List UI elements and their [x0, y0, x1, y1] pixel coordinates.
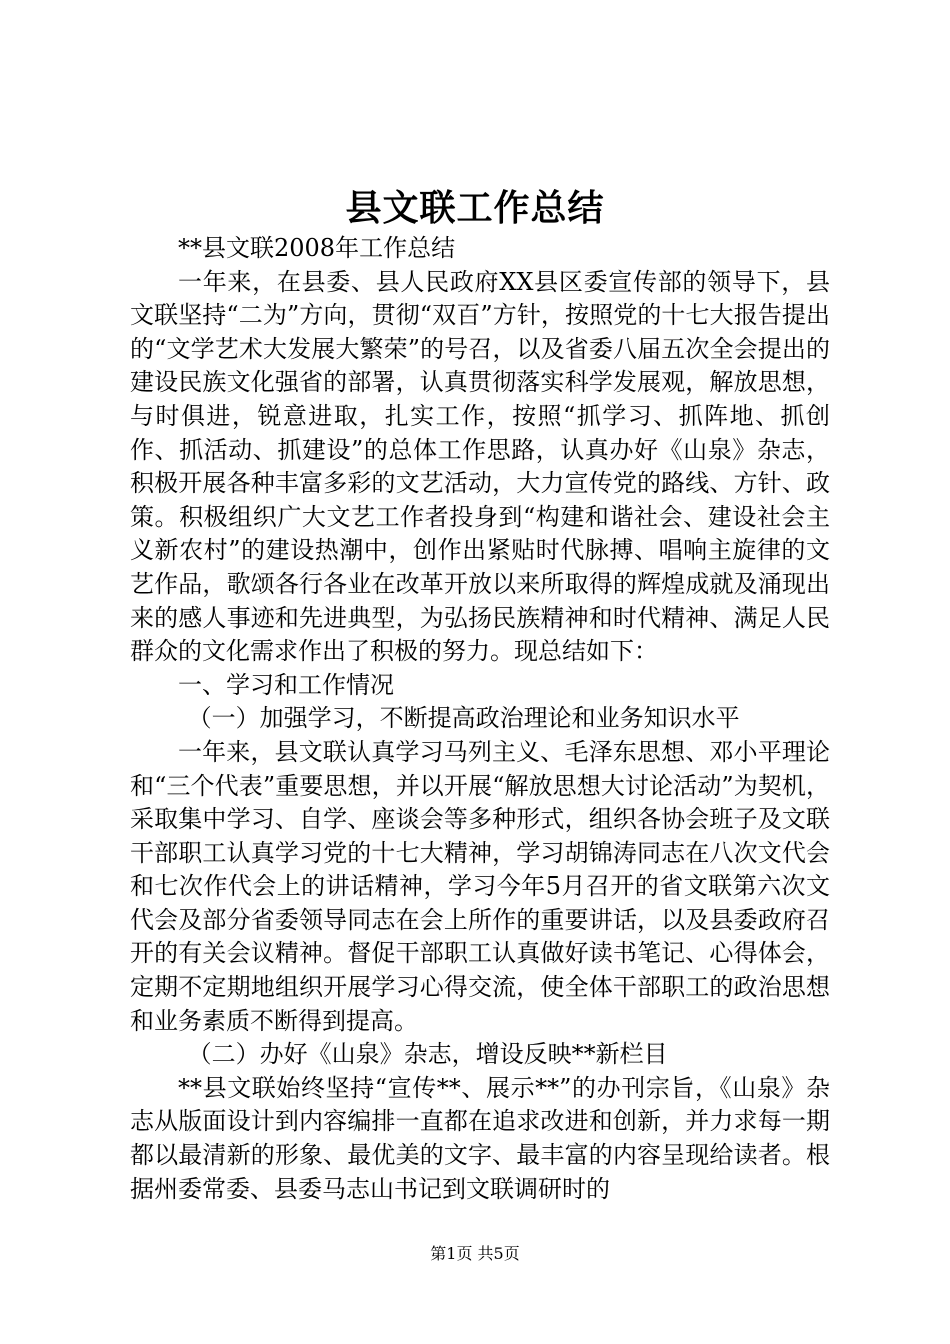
subsection-heading-1: （一）加强学习，不断提高政治理论和业务知识水平 — [187, 704, 740, 733]
paragraph-magazine: **县文联始终坚持“宣传**、展示**”的办刊宗旨，《山泉》杂志从版面设计到内容编排一直都在追求改进和创新，并力求每一期都以最清新的形象、最优美的文字、最丰富的内容呈现给读者。根据州委常委、县委马志山书记到文联调研时的 — [130, 1073, 830, 1203]
document-title: 县文联工作总结 — [345, 187, 605, 229]
document-body — [130, 232, 830, 1206]
paragraph-intro: 一年来，在县委、县人民政府XX县区委宣传部的领导下，县文联坚持“二为”方向，贯彻“双百”方针，按照党的十七大报告提出的“文学艺术大发展大繁荣”的号召，以及省委八届五次全会提出的建设民族文化强省的部署，认真贯彻落实科学发展观，解放思想，与时俱进，锐意进取，扎实工作，按照“抓学习、抓阵地、抓创作、抓活动、抓建设”的总体工作思路，认真办好《山泉》杂志，积极开展各种丰富多彩的文艺活动，大力宣传党的路线、方针、政策。积极组织广大文艺工作者投身到“构建和谐社会、建设社会主义新农村”的建设热潮中，创作出紧贴时代脉搏、唱响主旋律的文艺作品，歌颂各行各业在改革开放以来所取得的辉煌成就及涌现出来的感人事迹和先进典型，为弘扬民族精神和时代精神、满足人民群众的文化需求作出了积极的努力。现总结如下： — [130, 267, 830, 666]
section-heading: 一、学习和工作情况 — [178, 670, 394, 699]
paragraph-study: 一年来，县文联认真学习马列主义、毛泽东思想、邓小平理论和“三个代表”重要思想，并以开展“解放思想大讨论活动”为契机，采取集中学习、自学、座谈会等多种形式，组织各协会班子及文联干部职工认真学习党的十七大精神，学习胡锦涛同志在八次文代会和七次作代会上的讲话精神，学习今年5月召开的省文联第六次文代会及部分省委领导同志在会上所作的重要讲话，以及县委政府召开的有关会议精神。督促干部职工认真做好读书笔记、心得体会，定期不定期地组织开展学习心得交流，使全体干部职工的政治思想和业务素质不断得到提高。 — [130, 737, 830, 1035]
subsection-heading-2: （二）办好《山泉》杂志，增设反映**新栏目 — [187, 1040, 668, 1069]
page-footer: 第1页 共5页 — [430, 1244, 520, 1263]
paragraph-subtitle: **县文联2008年工作总结 — [178, 234, 456, 262]
